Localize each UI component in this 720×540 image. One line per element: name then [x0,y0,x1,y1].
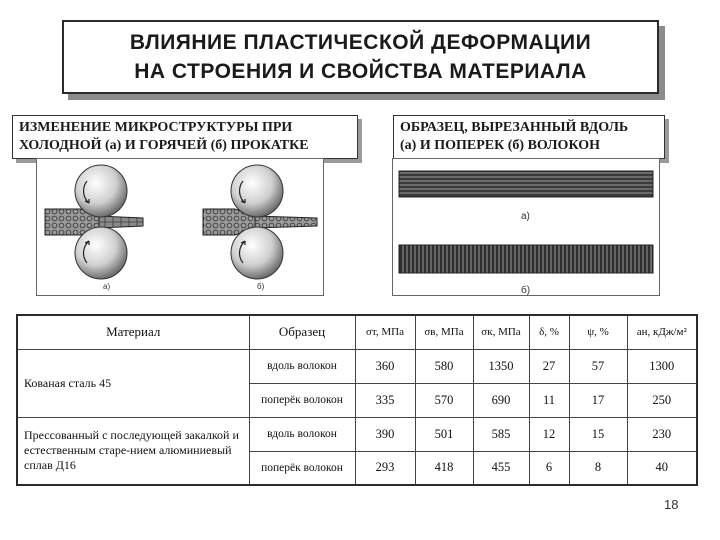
table-header-row [17,315,697,349]
slide-title-line-2: НА СТРОЕНИЯ И СВОЙСТВА МАТЕРИАЛА [134,60,587,83]
sample-cell: поперёк волокон [249,383,355,417]
header-sample: Образец [249,315,355,349]
sample-across-fibers [399,245,653,295]
table-row [17,349,697,383]
slide-title-line-1: ВЛИЯНИЕ ПЛАСТИЧЕСКОЙ ДЕФОРМАЦИИ [129,31,592,54]
fiber-samples-figure [392,158,660,296]
header-sigma-v: σв, МПа [415,315,473,349]
header-a-n: aн, кДж/м² [627,315,697,349]
right-caption-line-1: ОБРАЗЕЦ, ВЫРЕЗАННЫЙ ВДОЛЬ [400,120,629,135]
sigma-k-cell: 585 [473,417,529,451]
sigma-t-cell: 390 [355,417,415,451]
header-delta: δ, % [529,315,569,349]
sample-across-label: б) [521,285,531,295]
sigma-k-cell: 1350 [473,349,529,383]
cold-rolling-label: а) [103,282,111,291]
sample-cell: вдоль волокон [249,349,355,383]
hot-rolling-label: б) [257,282,265,291]
sample-cell: поперёк волокон [249,451,355,485]
header-sigma-k: σк, МПа [473,315,529,349]
psi-cell: 57 [569,349,627,383]
cold-rolling-diagram [45,165,143,291]
psi-cell: 8 [569,451,627,485]
delta-cell: 12 [529,417,569,451]
sigma-v-cell: 418 [415,451,473,485]
left-caption-line-2: ХОЛОДНОЙ (а) И ГОРЯЧЕЙ (б) ПРОКАТКЕ [19,138,309,153]
sample-cell: вдоль волокон [249,417,355,451]
right-caption-line-2: (а) И ПОПЕРЕК (б) ВОЛОКОН [400,138,601,153]
a-n-cell: 1300 [627,349,697,383]
sigma-t-cell: 335 [355,383,415,417]
delta-cell: 6 [529,451,569,485]
left-caption [12,115,358,159]
sigma-v-cell: 501 [415,417,473,451]
sigma-t-cell: 360 [355,349,415,383]
sigma-k-cell: 455 [473,451,529,485]
left-caption-line-1: ИЗМЕНЕНИЕ МИКРОСТРУКТУРЫ ПРИ [19,120,293,135]
page-number: 18 [664,497,679,512]
delta-cell: 27 [529,349,569,383]
header-sigma-t: σт, МПа [355,315,415,349]
psi-cell: 17 [569,383,627,417]
a-n-cell: 250 [627,383,697,417]
rolling-diagram [37,159,323,295]
sigma-v-cell: 580 [415,349,473,383]
properties-table [16,314,698,486]
header-psi: ψ, % [569,315,627,349]
slide-title-box [62,20,659,94]
material-cell: Кованая сталь 45 [17,349,249,417]
sample-along-fibers [399,171,653,222]
a-n-cell: 40 [627,451,697,485]
material-cell: Прессованный с последующей закалкой и естественным старе-нием алюминиевый сплав Д16 [17,417,249,485]
rolling-figure [36,158,324,296]
fiber-samples-diagram [393,159,659,295]
a-n-cell: 230 [627,417,697,451]
psi-cell: 15 [569,417,627,451]
sigma-k-cell: 690 [473,383,529,417]
sigma-t-cell: 293 [355,451,415,485]
right-caption [393,115,665,159]
sample-along-label: а) [521,211,530,222]
delta-cell: 11 [529,383,569,417]
sigma-v-cell: 570 [415,383,473,417]
table-row [17,417,697,451]
hot-rolling-diagram [203,165,317,291]
header-material: Материал [17,315,249,349]
